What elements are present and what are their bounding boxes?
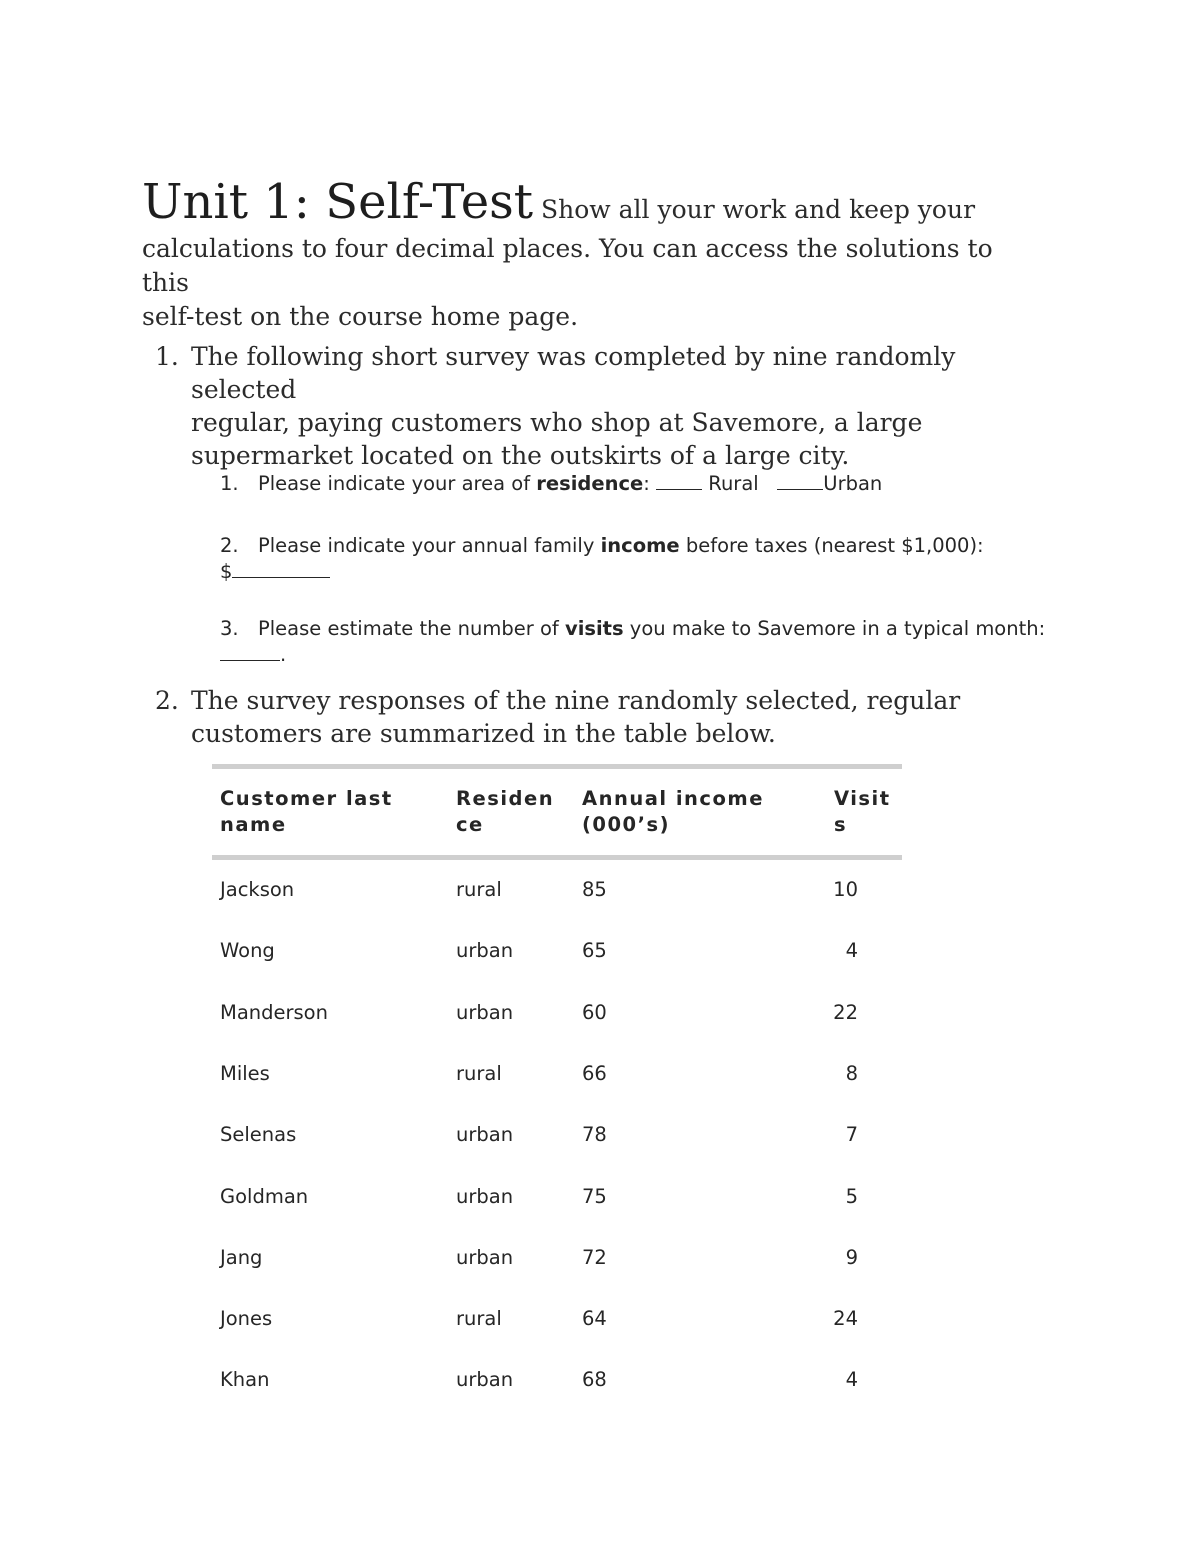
question-line: supermarket located on the outskirts of a large city. bbox=[191, 441, 850, 470]
table-top-rule bbox=[212, 764, 902, 769]
survey-item-suffix: you make to Savemore in a typical month: bbox=[623, 617, 1046, 640]
survey-item-visits bbox=[220, 616, 1080, 668]
cell-customer-name: Jang bbox=[220, 1246, 263, 1269]
survey-item-prefix: Please indicate your area of bbox=[258, 472, 537, 495]
cell-visits: 5 bbox=[845, 1185, 858, 1208]
cell-residence: rural bbox=[456, 1062, 502, 1085]
header-text: name bbox=[220, 813, 287, 836]
question-line: The following short survey was completed by nine randomly selected bbox=[191, 342, 956, 404]
question-line: customers are summarized in the table below. bbox=[191, 719, 776, 748]
cell-customer-name: Wong bbox=[220, 939, 275, 962]
cell-customer-name: Miles bbox=[220, 1062, 270, 1085]
page-title: Unit 1: Self-Test bbox=[142, 174, 534, 230]
intro-text-line1: Show all your work and keep your bbox=[541, 195, 976, 224]
cell-annual-income: 64 bbox=[582, 1307, 607, 1330]
survey-item-keyword: visits bbox=[564, 617, 624, 640]
header-text: (000’s) bbox=[582, 813, 671, 836]
cell-annual-income: 60 bbox=[582, 1001, 607, 1024]
visits-blank[interactable] bbox=[220, 642, 280, 661]
cell-annual-income: 75 bbox=[582, 1185, 607, 1208]
intro-text-line2: calculations to four decimal places. You can access the solutions to this bbox=[142, 234, 993, 297]
survey-item-prefix: Please estimate the number of bbox=[258, 617, 565, 640]
header-annual-income bbox=[582, 786, 764, 838]
cell-residence: urban bbox=[456, 1123, 514, 1146]
cell-residence: rural bbox=[456, 1307, 502, 1330]
survey-item-number: 3. bbox=[220, 617, 239, 640]
cell-visits: 10 bbox=[833, 878, 858, 901]
cell-customer-name: Khan bbox=[220, 1368, 270, 1391]
cell-customer-name: Jones bbox=[220, 1307, 273, 1330]
question-line: regular, paying customers who shop at Savemore, a large bbox=[191, 408, 923, 437]
header-customer-name bbox=[220, 786, 393, 838]
cell-customer-name: Jackson bbox=[220, 878, 295, 901]
cell-customer-name: Manderson bbox=[220, 1001, 328, 1024]
survey-item-prefix: Please indicate your annual family bbox=[258, 534, 601, 557]
header-text: s bbox=[834, 813, 848, 836]
residence-urban-blank[interactable] bbox=[777, 471, 823, 490]
cell-visits: 22 bbox=[833, 1001, 858, 1024]
question-number: 1. bbox=[155, 342, 179, 371]
intro-paragraph bbox=[142, 172, 1042, 334]
visits-period: . bbox=[280, 643, 287, 666]
cell-annual-income: 65 bbox=[582, 939, 607, 962]
survey-item-suffix: before taxes (nearest $1,000): bbox=[679, 534, 984, 557]
cell-residence: rural bbox=[456, 878, 502, 901]
residence-rural-blank[interactable] bbox=[656, 471, 702, 490]
cell-visits: 24 bbox=[833, 1307, 858, 1330]
cell-annual-income: 66 bbox=[582, 1062, 607, 1085]
cell-residence: urban bbox=[456, 1001, 514, 1024]
header-text: Visit bbox=[834, 787, 891, 810]
header-text: Customer last bbox=[220, 787, 393, 810]
cell-residence: urban bbox=[456, 1368, 514, 1391]
survey-item-number: 2. bbox=[220, 534, 239, 557]
cell-annual-income: 78 bbox=[582, 1123, 607, 1146]
table-header-rule bbox=[212, 855, 902, 860]
survey-item-income bbox=[220, 533, 1080, 585]
intro-text-line3: self-test on the course home page. bbox=[142, 302, 579, 331]
header-text: Annual income bbox=[582, 787, 764, 810]
cell-residence: urban bbox=[456, 1246, 514, 1269]
income-blank[interactable] bbox=[232, 559, 330, 578]
dollar-sign: $ bbox=[220, 560, 233, 583]
header-text: ce bbox=[456, 813, 484, 836]
cell-customer-name: Goldman bbox=[220, 1185, 309, 1208]
cell-visits: 9 bbox=[845, 1246, 858, 1269]
cell-annual-income: 72 bbox=[582, 1246, 607, 1269]
header-visits bbox=[834, 786, 891, 838]
header-residence bbox=[456, 786, 554, 838]
survey-item-number: 1. bbox=[220, 472, 239, 495]
cell-annual-income: 85 bbox=[582, 878, 607, 901]
question-line: The survey responses of the nine randomly selected, regular bbox=[191, 686, 961, 715]
option-rural-label: Rural bbox=[708, 472, 759, 495]
survey-item-keyword: residence bbox=[536, 472, 644, 495]
question-1 bbox=[155, 340, 1055, 472]
cell-annual-income: 68 bbox=[582, 1368, 607, 1391]
cell-visits: 7 bbox=[845, 1123, 858, 1146]
cell-visits: 4 bbox=[845, 1368, 858, 1391]
cell-residence: urban bbox=[456, 939, 514, 962]
cell-customer-name: Selenas bbox=[220, 1123, 297, 1146]
header-text: Residen bbox=[456, 787, 555, 810]
question-2 bbox=[155, 684, 1055, 750]
cell-visits: 8 bbox=[845, 1062, 858, 1085]
cell-visits: 4 bbox=[845, 939, 858, 962]
survey-item-residence bbox=[220, 471, 1080, 497]
survey-item-keyword: income bbox=[600, 534, 680, 557]
option-urban-label: Urban bbox=[823, 472, 883, 495]
cell-residence: urban bbox=[456, 1185, 514, 1208]
question-number: 2. bbox=[155, 686, 179, 715]
survey-item-suffix: : bbox=[643, 472, 650, 495]
